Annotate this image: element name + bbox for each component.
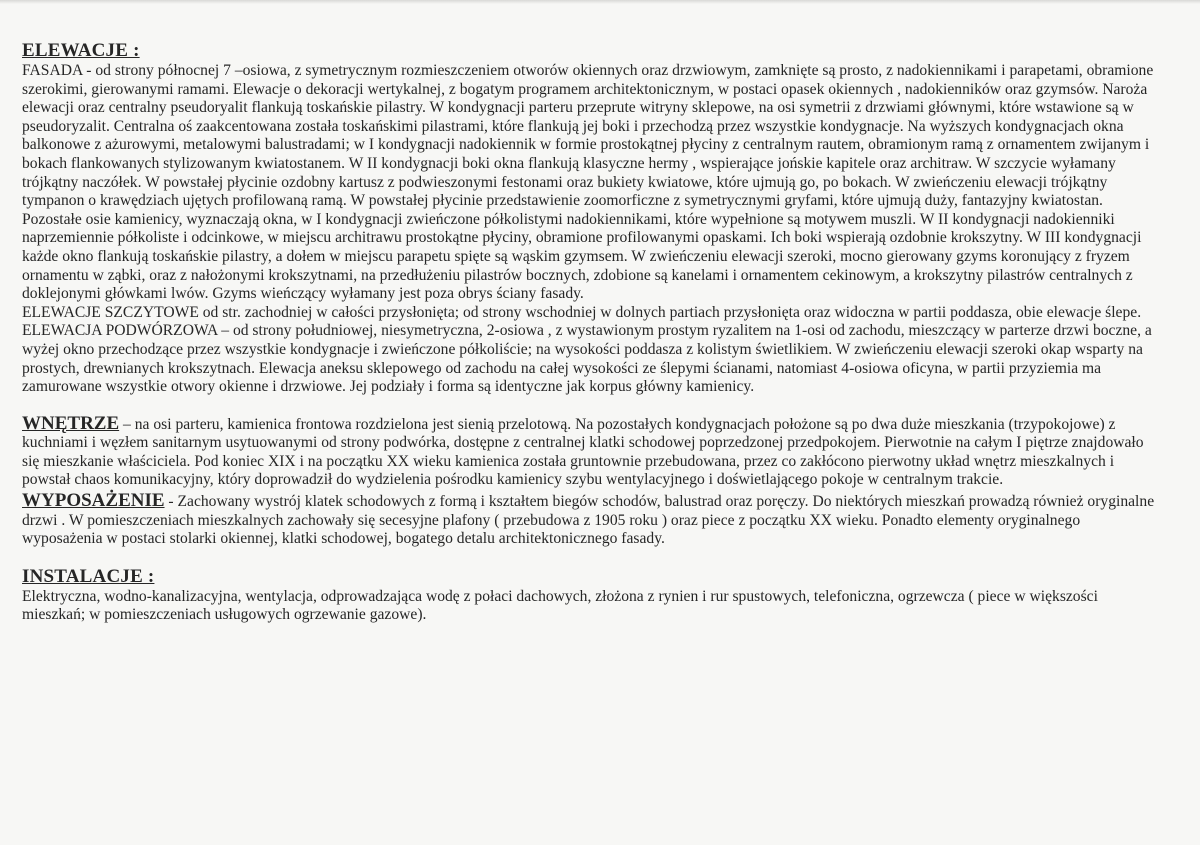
scan-edge-shadow	[0, 0, 1200, 4]
section-instalacje	[22, 566, 1160, 625]
paragraph-wyposazenie	[22, 492, 1160, 549]
heading-elewacje: ELEWACJE :	[22, 40, 140, 61]
paragraph-elewacje-szczytowe: ELEWACJE SZCZYTOWE od str. zachodniej w całości przysłonięta; od strony wschodniej w dolnych partiach przysłonięta oraz widoczna w partii poddasza, obie elewacje ślepe.	[22, 303, 1142, 321]
paragraph-elewacja-podworzowa: ELEWACJA PODWÓRZOWA – od strony południowej, niesymetryczna, 2-osiowa , z wystawionym prostym ryzalitem na 1-osi od zachodu, mieszczący w parterze drzwi boczne, a wyżej okno przechodzące przez wszystkie kondygnacje i zwieńczone półkoliście; na wysokości poddasza z kolistym świetlikiem. W zwieńczeniu elewacji szeroki okap wsparty na prostych, drewnianych krokszytnach. Elewacja aneksu sklepowego od zachodu na całej wysokości ze ślepymi ścianami, natomiast 4-osiowa oficyna, w partii przyziemia ma zamurowane wszystkie otwory okienne i drzwiowe. Jej podziały i forma są identyczne jak korpus główny kamienicy.	[22, 322, 1152, 396]
paragraph-fasada: FASADA - od strony północnej 7 –osiowa, z symetrycznym rozmieszczeniem otworów okiennych oraz drzwiowym, zamknięte są prosto, z nadokiennikami i parapetami, obramione szerokimi, gierowanymi ramami. Elewacje o dekoracji wertykalnej, z bogatym programem architektonicznym, w postaci opasek okiennych , nadokienników oraz gzymsów. Naroża elewacji oraz centralny pseudoryalit flankują toskańskie pilastry. W kondygnacji parteru przeprute witryny sklepowe, na osi symetrii z drzwiami głównymi, które wstawione są w pseudoryzalit. Centralna oś zaakcentowana została toskańskimi pilastrami, które flankują jej boki i przechodzą przez wszystkie kondygnacje. Na wyższych kondygnacjach okna balkonowe z ażurowymi, metalowymi balustradami; w I kondygnacji nadokiennik w formie prostokątnej płyciny z centralnym rautem, obramionym ramą z ornamentem zwijanym i bokach flankowanych stylizowanym kwiatostanem. W II kondygnacji boki okna flankują klasyczne hermy , wspierające jońskie kapitele oraz architraw. W szczycie wyłamany trójkątny naczółek. W powstałej płycinie ozdobny kartusz z podwieszonymi festonami oraz bukiety kwiatowe, które ujmują go, po bokach. W zwieńczeniu elewacji trójkątny tympanon o krawędziach ujętych profilowaną ramą. W powstałej płycinie przedstawienie zoomorficzne z symetrycznymi gryfami, które ujmują duży, fantazyjny kwiatostan. Pozostałe osie kamienicy, wyznaczają okna, w I kondygnacji zwieńczone półkolistymi nadokiennikami, które wypełnione są motywem muszli. W II kondygnacji nadokienniki naprzemiennie półkoliste i odcinkowe, w miejscu architrawu prostokątne płyciny, obramione profilowanymi opaskami. Ich boki wspierają ozdobnie krokszytny. W III kondygnacji każde okno flankują toskańskie pilastry, a dołem w miejscu parapetu spięte są wąskim gzymsem. W zwieńczeniu elewacji szeroki, mocno gierowany gzyms koronujący z fryzem ornamentu w ząbki, oraz z nałożonymi krokszytnami, na przedłużeniu pilastrów bocznych, zdobione są kanelami i ornamentem cekinowym, a krokszytny pilastrów centralnych z doklejonymi główkami lwów. Gzyms wieńczący wyłamany jest poza obrys ściany fasady.	[22, 62, 1154, 303]
heading-instalacje: INSTALACJE :	[22, 565, 155, 587]
section-wyposazenie	[22, 492, 1160, 549]
heading-wnetrze: WNĘTRZE	[22, 412, 120, 434]
section-wnetrze	[22, 412, 1160, 490]
heading-wyposazenie: WYPOSAŻENIE	[22, 490, 165, 512]
paragraph-instalacje: Elektryczna, wodno-kanalizacyjna, wentylacja, odprowadzająca wodę z połaci dachowych, złożona z rynien i rur spustowych, telefoniczna, ogrzewcza ( piece w większości mieszkań; w pomieszczeniach usługowych ogrzewanie gazowe).	[22, 587, 1098, 624]
section-elewacje	[22, 40, 1160, 397]
wyposazenie-text: - Zachowany wystrój klatek schodowych z formą i kształtem biegów schodów, balustrad oraz poręczy. Do niektórych mieszkań prowadzą również oryginalne drzwi . W pomieszczeniach mieszkalnych zachowały się secesyjne plafony ( przebudowa z 1905 roku ) oraz piece z początku XX wieku. Ponadto elementy oryginalnego wyposażenia w postaci stolarki okiennej, klatki schodowej, bogatego detalu architektonicznego fasady.	[22, 493, 1155, 548]
wnetrze-text: – na osi parteru, kamienica frontowa rozdzielona jest sienią przelotową. Na pozostałych kondygnacjach położone są po dwa duże mieszkania (trzypokojowe) z kuchniami i węzłem sanitarnym usytuowanymi od strony podwórka, dostępne z centralnej klatki schodowej poprzedzonej przedpokojem. Pierwotnie na całym I piętrze znajdowało się mieszkanie właściciela. Pod koniec XIX i na początku XX wieku kamienica została gruntownie przebudowana, przez co zakłócono pierwotny układ wnętrz mieszkalnych i powstał chaos komunikacyjny, który doprowadził do wydzielenia pośrodku kamienicy szybu wentylacyjnego i doświetlającego pokoje w centralnym trakcie.	[22, 415, 1144, 489]
paragraph-wnetrze	[22, 412, 1160, 490]
